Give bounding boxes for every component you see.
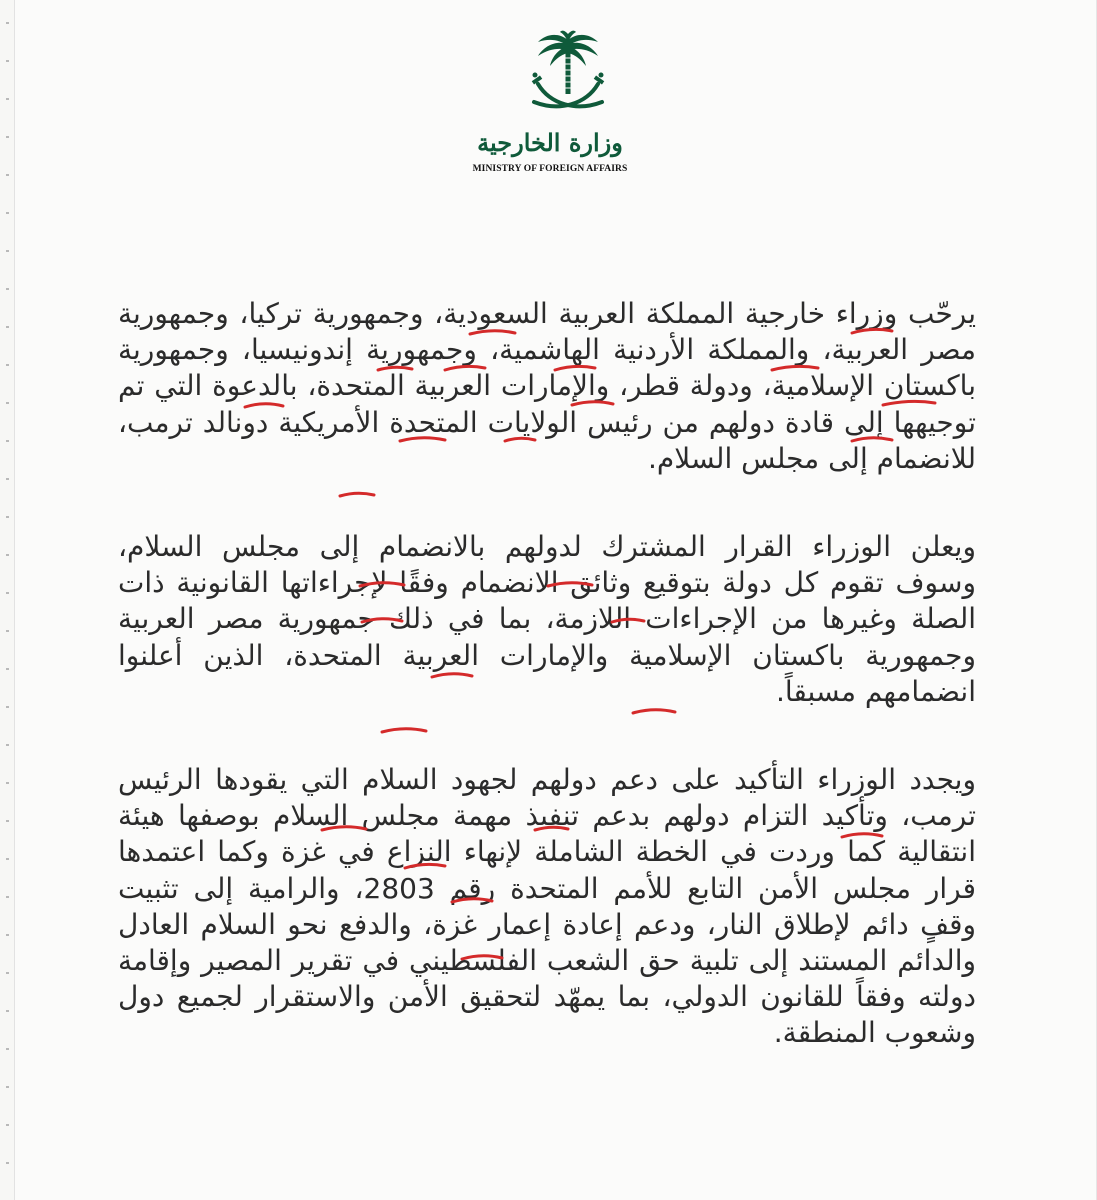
statement-body (118, 296, 976, 1052)
scan-left-margin (0, 0, 15, 1200)
ministry-arabic-wordmark: وزارة الخارجية (477, 128, 623, 157)
statement-paragraph-2: ويعلن الوزراء القرار المشترك لدولهم بالانضمام إلى مجلس السلام، وسوف تقوم كل دولة بتوقيع وثائق الانضمام وفقًا لإجراءاتها القانونية ذات الصلة وغيرها من الإجراءات اللازمة، بما في ذلك جمهورية مصر العربية وجمهورية باكستان الإسلامية والإمارات العربية المتحدة، الذين أعلنوا انضمامهم مسبقاً. (118, 530, 976, 708)
statement-paragraph-3: ويجدد الوزراء التأكيد على دعم دولهم لجهود السلام التي يقودها الرئيس ترمب، وتأكيد التزام دولهم بدعم تنفيذ مهمة مجلس السلام بوصفها هيئة انتقالية كما وردت في الخطة الشاملة لإنهاء النزاع في غزة وكما اعتمدها قرار مجلس الأمن التابع للأمم المتحدة رقم 2803، والرامية إلى تثبيت وقفٍ دائم لإطلاق النار، ودعم إعادة إعمار غزة، والدفع نحو السلام العادل والدائم المستند إلى تلبية حق الشعب الفلسطيني في تقرير المصير وإقامة دولته وفقاً للقانون الدولي، بما يمهّد لتحقيق الأمن والاستقرار لجميع دول وشعوب المنطقة. (118, 763, 976, 1050)
statement-paragraph-1: يرحّب وزراء خارجية المملكة العربية السعودية، وجمهورية تركيا، وجمهورية مصر العربية، والمملكة الأردنية الهاشمية، وجمهورية إندونيسيا، وجمهورية باكستان الإسلامية، ودولة قطر، والإمارات العربية المتحدة، بالدعوة التي تم توجيهها إلى قادة دولهم من رئيس الولايات المتحدة الأمريكية دونالد ترمب، للانضمام إلى مجلس السلام. (118, 297, 976, 475)
emblem-graphic (498, 28, 638, 128)
ministry-english-wordmark: MINISTRY OF FOREIGN AFFAIRS (472, 164, 628, 174)
